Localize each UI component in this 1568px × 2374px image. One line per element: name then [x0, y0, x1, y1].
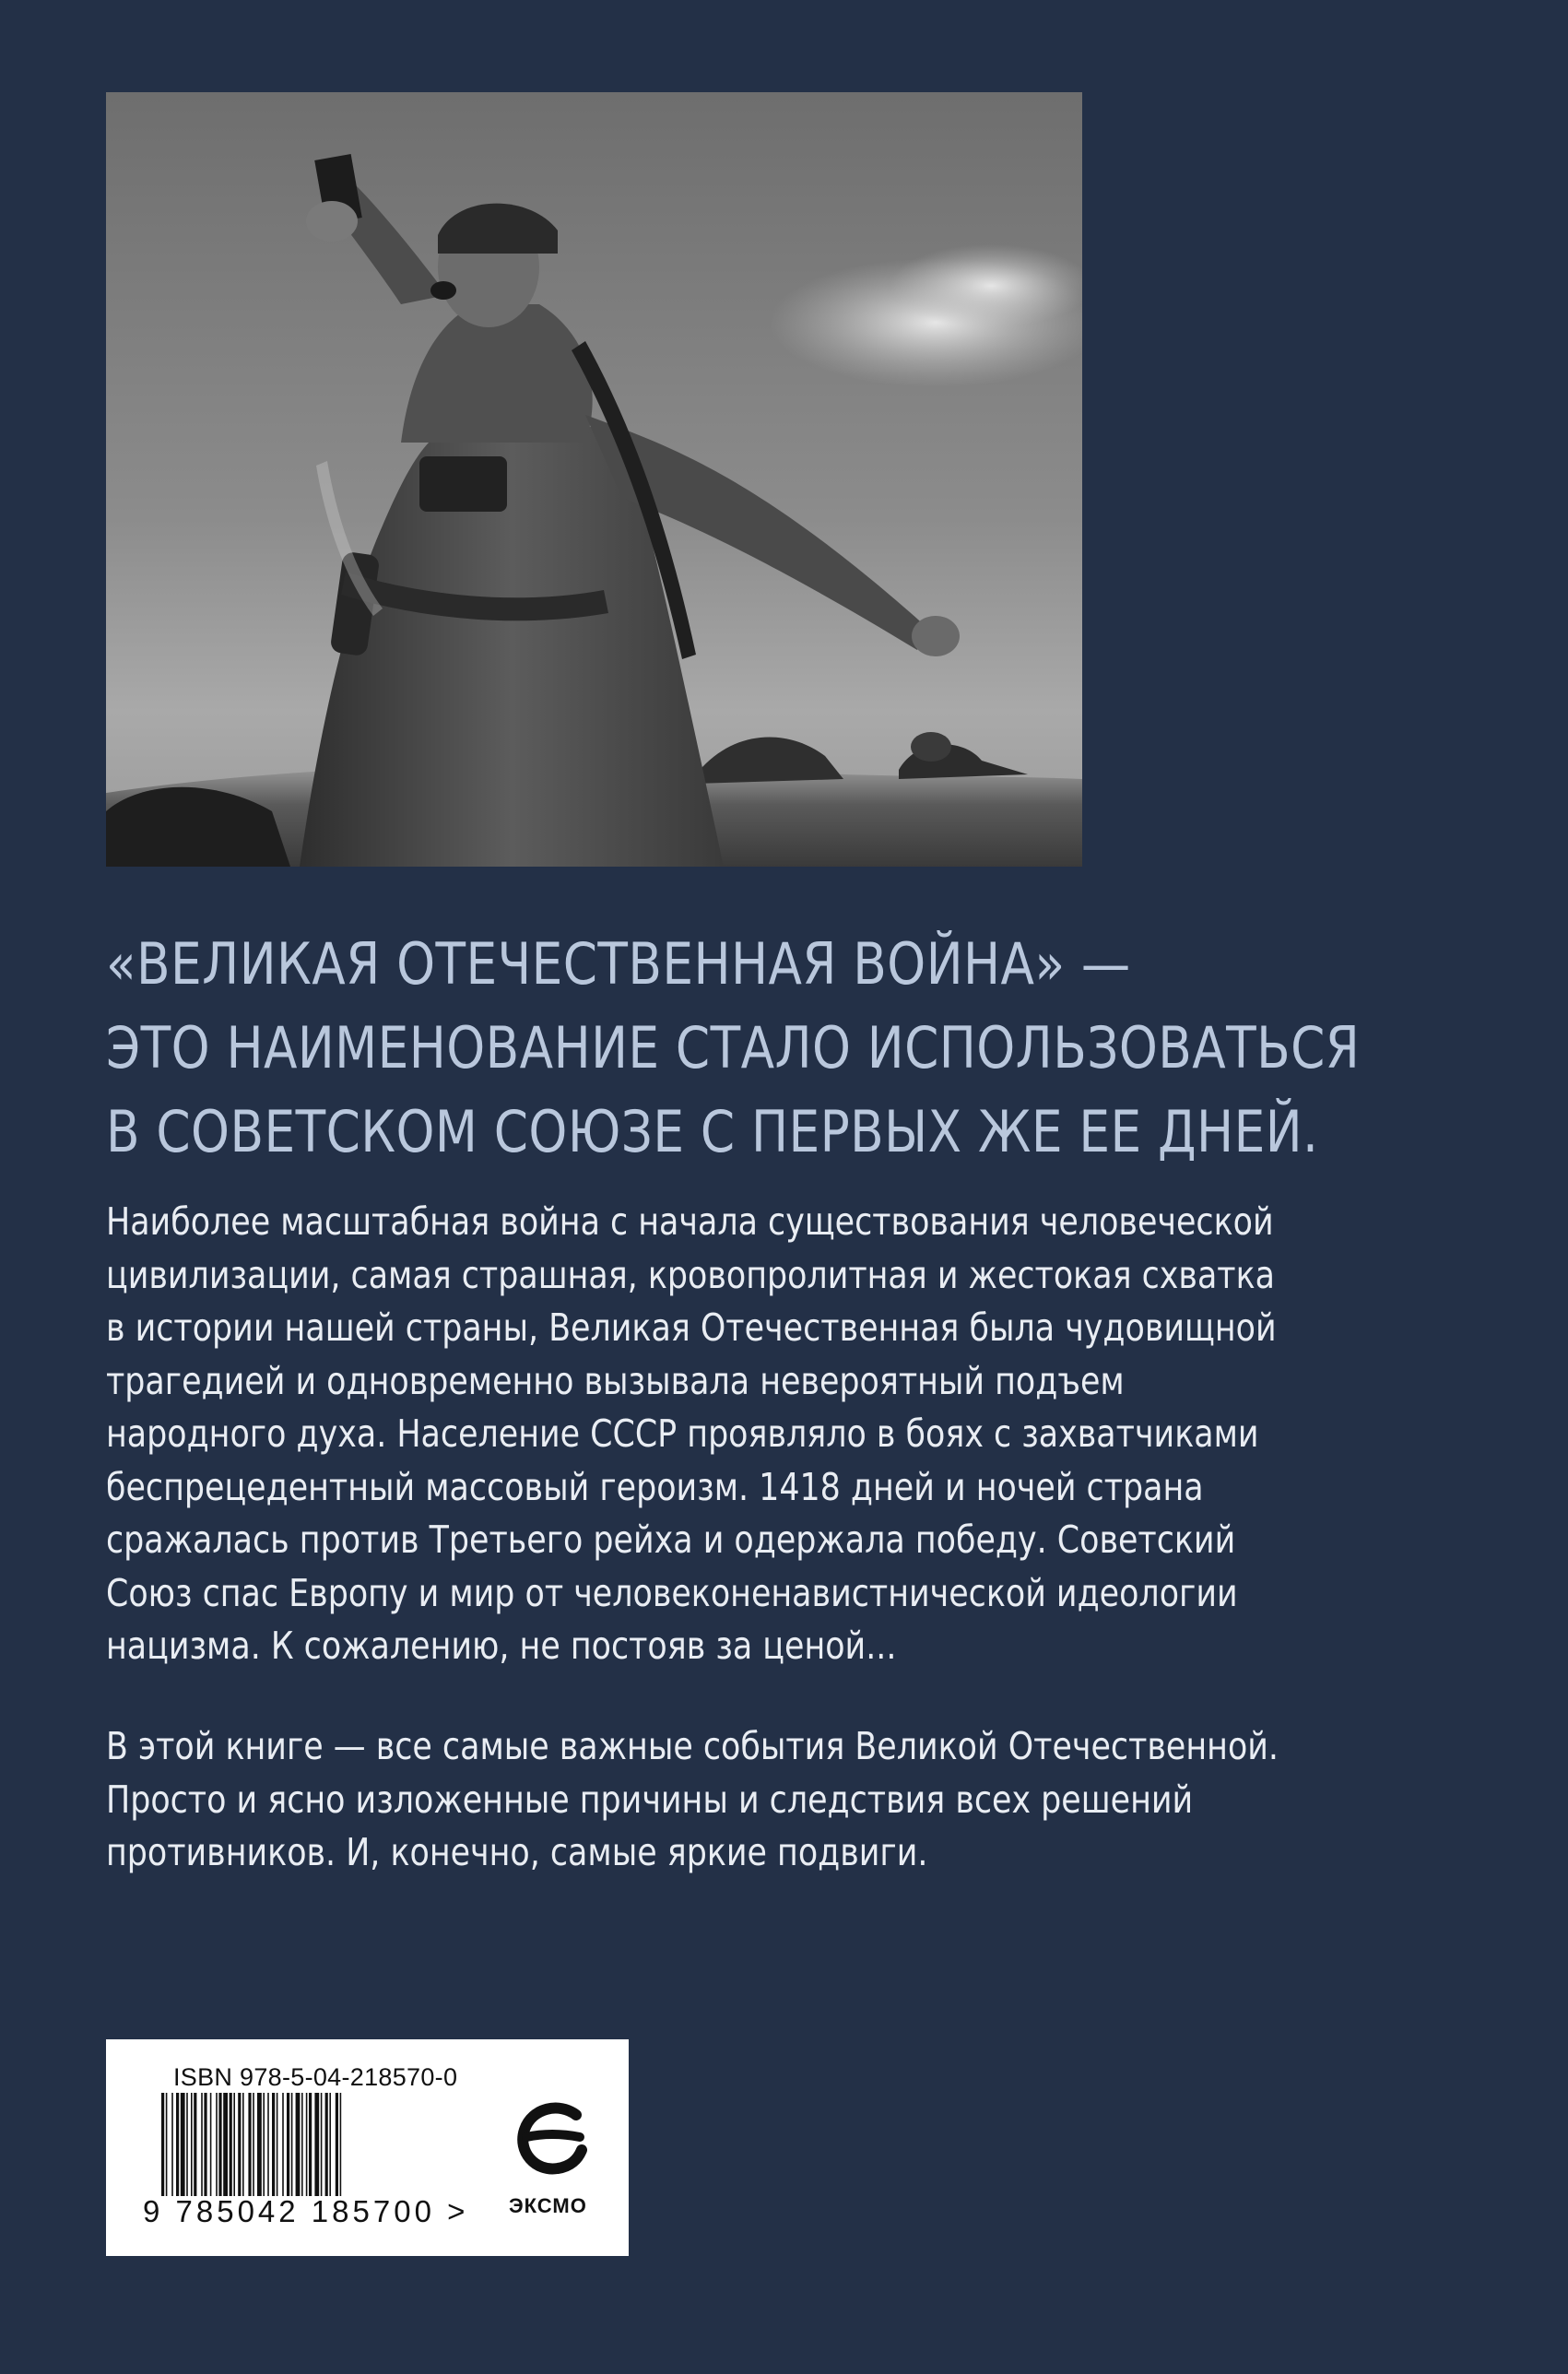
headline: [106, 922, 1361, 1174]
headline-line-1: «ВЕЛИКАЯ ОТЕЧЕСТВЕННАЯ ВОЙНА» —: [106, 930, 1131, 998]
cover-photo: [106, 92, 1082, 867]
paragraph-line: в истории нашей страны, Великая Отечественная была чудовищной: [106, 1305, 1277, 1350]
paragraph-line: трагедией и одновременно вызывала невероятный подъем: [106, 1358, 1125, 1403]
barcode-panel: [106, 2039, 629, 2256]
paragraph-line: народного духа. Население СССР проявляло в боях с захватчиками: [106, 1411, 1259, 1456]
isbn-label: ISBN 978-5-04-218570-0: [173, 2063, 458, 2091]
description-paragraph-1: [106, 1196, 1281, 1673]
barcode-digits: 9 785042 185700 >: [143, 2194, 469, 2228]
paragraph-line: противников. И, конечно, самые яркие подвиги.: [106, 1830, 928, 1874]
description-paragraph-2: [106, 1720, 1281, 1880]
paragraph-line: беспрецедентный массовый героизм. 1418 дней и ночей страна: [106, 1464, 1204, 1509]
headline-line-3: В СОВЕТСКОМ СОЮЗЕ С ПЕРВЫХ ЖЕ ЕЕ ДНЕЙ.: [106, 1098, 1319, 1165]
paragraph-line: Союз спас Европу и мир от человеконенавистнической идеологии: [106, 1570, 1238, 1615]
paragraph-line: сражалась против Третьего рейха и одержала победу. Советский: [106, 1518, 1236, 1562]
paragraph-line: нацизма. К сожалению, не постояв за ценой...: [106, 1624, 897, 1668]
paragraph-line: Наиболее масштабная война с начала существования человеческой: [106, 1199, 1274, 1244]
soldier-photo-illustration: [106, 92, 1082, 867]
paragraph-line: В этой книге — все самые важные события Великой Отечественной.: [106, 1724, 1279, 1768]
paragraph-line: цивилизации, самая страшная, кровопролитная и жестокая схватка: [106, 1252, 1276, 1297]
publisher-logo-text: ЭКСМО: [509, 2194, 587, 2217]
headline-line-2: ЭТО НАИМЕНОВАНИЕ СТАЛО ИСПОЛЬЗОВАТЬСЯ: [106, 1014, 1361, 1081]
paragraph-line: Просто и ясно изложенные причины и следствия всех решений: [106, 1777, 1194, 1822]
barcode-icon: [161, 2093, 475, 2196]
